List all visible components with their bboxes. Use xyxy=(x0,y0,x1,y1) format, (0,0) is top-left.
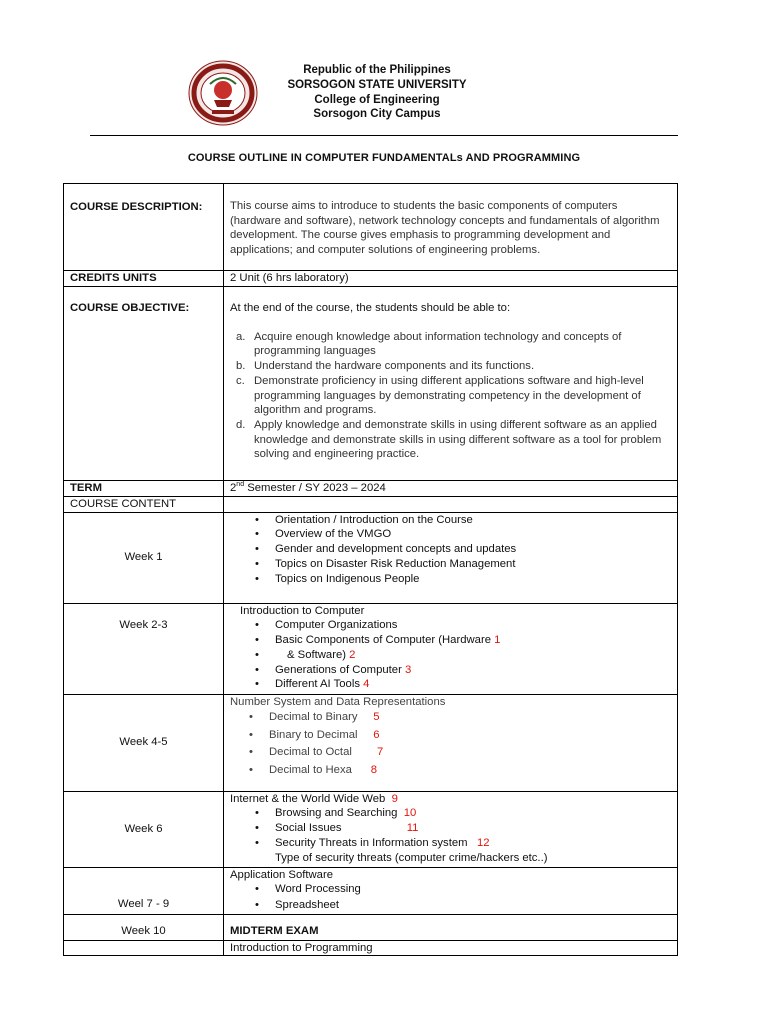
course-description-row xyxy=(64,184,678,271)
university-line: SORSOGON STATE UNIVERSITY xyxy=(287,78,467,91)
topic-item: • Topics on Indigenous People xyxy=(275,572,671,587)
topic-item: • Different AI Tools 4 xyxy=(275,677,671,692)
objective-item: d. Apply knowledge and demonstrate skills in using different software as an applied knowledge and demonstrate skills in using different software as a tool for problem solving and engineering practice. xyxy=(236,418,662,461)
topic-heading: Number System and Data Representations xyxy=(230,695,446,708)
week-label: Week 10 xyxy=(64,914,224,940)
topic-list xyxy=(230,882,671,913)
course-content-row xyxy=(64,497,678,513)
document-title: COURSE OUTLINE IN COMPUTER FUNDAMENTALs AND PROGRAMMING xyxy=(187,152,581,164)
objective-list xyxy=(230,330,671,462)
course-description-label: COURSE DESCRIPTION: xyxy=(64,184,224,271)
course-objective-label: COURSE OBJECTIVE: xyxy=(64,287,224,481)
course-objective-row xyxy=(64,287,678,481)
credits-row xyxy=(64,271,678,287)
topic-heading: Introduction to Programming xyxy=(224,940,678,956)
topic-item: • Decimal to Binary 5 xyxy=(269,709,671,727)
week-label xyxy=(64,940,224,956)
topic-item-continuation: • & Software) 2 xyxy=(275,648,671,663)
topic-item: • Gender and development concepts and updates xyxy=(275,542,671,557)
week-row xyxy=(64,603,678,694)
week-row xyxy=(64,791,678,867)
topic-item: • Browsing and Searching 10 xyxy=(275,806,671,821)
week-label: Week 4-5 xyxy=(64,694,224,791)
topic-item: • Spreadsheet xyxy=(275,898,671,914)
institution-heading xyxy=(230,63,524,122)
topic-list xyxy=(230,709,671,779)
topic-heading: Application Software xyxy=(230,868,333,881)
document-header xyxy=(0,0,768,140)
topic-item: • Social Issues 11 xyxy=(275,821,671,836)
college-line: College of Engineering xyxy=(314,93,440,106)
republic-line: Republic of the Philippines xyxy=(303,64,451,76)
course-outline-table xyxy=(63,183,678,956)
topic-item: • Basic Components of Computer (Hardware 1 xyxy=(275,633,671,648)
campus-line: Sorsogon City Campus xyxy=(313,108,441,121)
week-row xyxy=(64,694,678,791)
credits-label: CREDITS UNITS xyxy=(64,271,224,287)
week-row xyxy=(64,914,678,940)
topic-item: • Decimal to Hexa 8 xyxy=(269,762,671,780)
topic-list xyxy=(230,618,671,692)
topic-note: Type of security threats (computer crime/hackers etc..) xyxy=(275,851,548,864)
header-divider xyxy=(90,135,678,136)
week-row xyxy=(64,512,678,603)
week-label: Weel 7 - 9 xyxy=(64,867,224,914)
topic-item: • Computer Organizations xyxy=(275,618,671,633)
week-label: Week 1 xyxy=(64,512,224,603)
topic-item: • Orientation / Introduction on the Course xyxy=(275,513,671,528)
week-row xyxy=(64,940,678,956)
topic-list xyxy=(230,806,671,850)
credits-value: 2 Unit (6 hrs laboratory) xyxy=(224,271,678,287)
objective-item: a. Acquire enough knowledge about information technology and concepts of programming languages xyxy=(236,330,622,358)
week-row xyxy=(64,867,678,914)
topic-heading: Internet & the World Wide Web 9 xyxy=(230,792,398,805)
objective-item: b. Understand the hardware components and its functions. xyxy=(236,360,535,373)
week-label: Week 2-3 xyxy=(64,603,224,694)
course-description-text: This course aims to introduce to students the basic components of computers (hardware and software), network technology concepts and fundamentals of algorithm development. The course gives emphasis to programming development and applications; and computer solutions of engineering problems. xyxy=(224,184,678,271)
course-content-label: COURSE CONTENT xyxy=(64,497,224,513)
term-row xyxy=(64,481,678,497)
midterm-exam-label: MIDTERM EXAM xyxy=(224,914,678,940)
topic-item: • Word Processing xyxy=(275,882,671,898)
objective-intro: At the end of the course, the students should be able to: xyxy=(230,302,511,314)
term-label: TERM xyxy=(64,481,224,497)
topic-item: • Decimal to Octal 7 xyxy=(269,744,671,762)
objective-item: c. Demonstrate proficiency in using different applications software and high-level programming languages by demonstrating competency in the development of algorithm and programs. xyxy=(236,374,644,417)
topic-item: • Generations of Computer 3 xyxy=(275,663,671,678)
term-value: 2nd Semester / SY 2023 – 2024 xyxy=(224,481,678,497)
topic-list xyxy=(230,513,671,587)
topic-item: • Topics on Disaster Risk Reduction Management xyxy=(275,557,671,572)
topic-heading: Introduction to Computer xyxy=(240,604,365,617)
week-label: Week 6 xyxy=(64,791,224,867)
topic-item: • Security Threats in Information system 12 xyxy=(275,836,671,851)
topic-item: • Binary to Decimal 6 xyxy=(269,727,671,745)
topic-item: • Overview of the VMGO xyxy=(275,527,671,542)
